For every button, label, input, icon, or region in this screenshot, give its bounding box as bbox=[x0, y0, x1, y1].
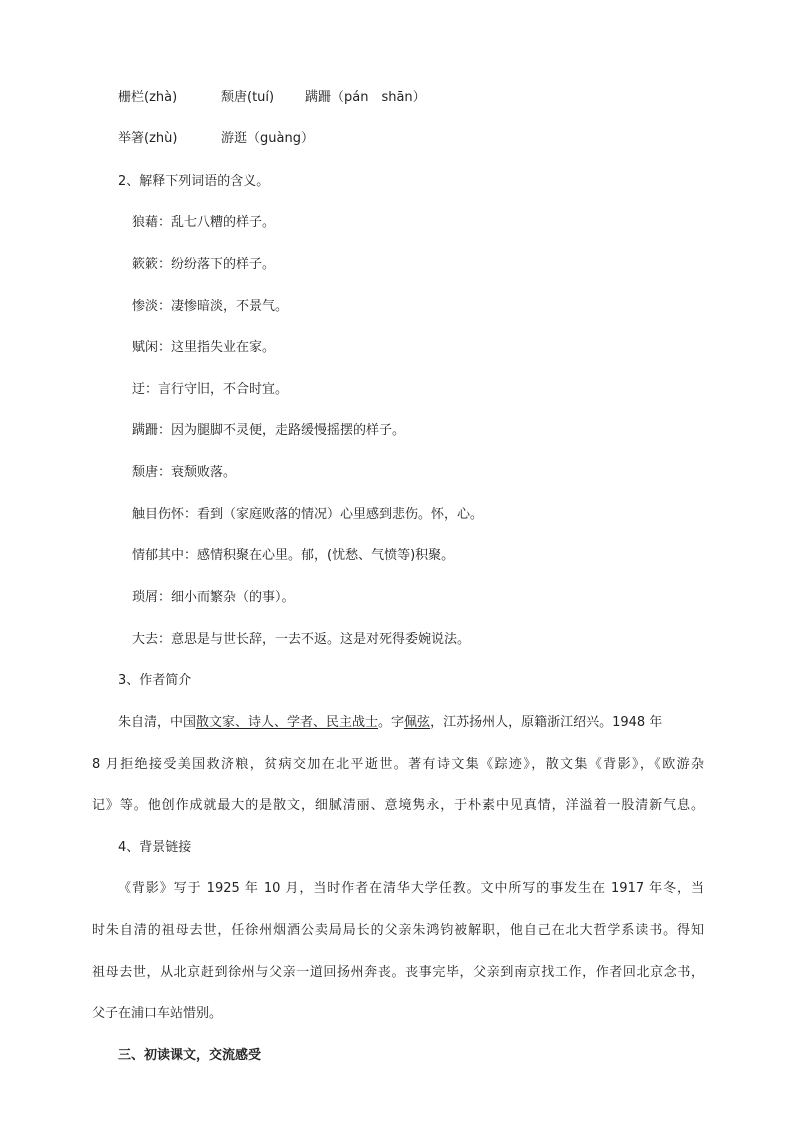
author-paragraph-line bbox=[118, 713, 704, 733]
section-heading-background: 4、背景链接 bbox=[118, 840, 192, 855]
section-heading-author: 3、作者简介 bbox=[118, 673, 192, 688]
definition-item: 簌簌：纷纷落下的样子。 bbox=[132, 257, 276, 272]
background-paragraph-line: 祖母去世，从北京赶到徐州与父亲一道回扬州奔丧。丧事完毕，父亲到南京找工作，作者回北京念书， bbox=[92, 965, 704, 980]
section-heading-first-reading: 三、初读课文，交流感受 bbox=[118, 1048, 262, 1063]
definition-item: 情郁其中：感情积聚在心里。郁，(忧愁、气愤等)积聚。 bbox=[132, 548, 455, 563]
definition-item: 狼藉：乱七八糟的样子。 bbox=[132, 215, 276, 230]
pinyin-term: 蹒跚（pán shān） bbox=[305, 90, 426, 105]
pinyin-term: 栅栏(zhà) bbox=[118, 90, 178, 105]
background-paragraph-line: 《背影》写于 1925 年 10 月，当时作者在清华大学任教。文中所写的事发生在 1917 年冬，当 bbox=[118, 881, 704, 896]
definition-item: 惨淡：凄惨暗淡，不景气。 bbox=[132, 299, 289, 314]
pinyin-term: 颓唐(tuí) bbox=[221, 90, 275, 105]
definition-item: 琐屑：细小而繁杂（的事）。 bbox=[132, 590, 295, 605]
author-titles-underlined: 散文家、诗人、学者、民主战士 bbox=[196, 715, 379, 730]
definition-item: 大去：意思是与世长辞，一去不返。这是对死得委婉说法。 bbox=[132, 632, 471, 647]
definition-item: 赋闲：这里指失业在家。 bbox=[132, 340, 276, 355]
author-text: 。字 bbox=[378, 715, 405, 730]
definition-item: 颓唐：衰颓败落。 bbox=[132, 465, 237, 480]
pinyin-term: 举箸(zhù) bbox=[118, 131, 178, 146]
author-paragraph-line: 记》等。他创作成就最大的是散文，细腻清丽、意境隽永，于朴素中见真情，洋溢着一股清新气息。 bbox=[92, 798, 704, 813]
background-paragraph-line: 父子在浦口车站惜别。 bbox=[92, 1006, 223, 1021]
author-courtesy-name-underlined: 佩弦 bbox=[404, 715, 431, 730]
author-text: 朱自清，中国 bbox=[118, 715, 197, 730]
definition-item: 迂：言行守旧，不合时宜。 bbox=[132, 382, 289, 397]
author-paragraph-line: 8 月拒绝接受美国救济粮，贫病交加在北平逝世。著有诗文集《踪迹》，散文集《背影》，《欧游杂 bbox=[92, 757, 704, 772]
pinyin-row-2 bbox=[118, 129, 314, 149]
definition-item: 触目伤怀：看到（家庭败落的情况）心里感到悲伤。怀，心。 bbox=[132, 507, 484, 522]
author-text: ，江苏扬州人，原籍浙江绍兴。1948 年 bbox=[430, 715, 663, 730]
definition-item: 蹒跚：因为腿脚不灵便，走路缓慢摇摆的样子。 bbox=[132, 423, 406, 438]
pinyin-row-1 bbox=[118, 88, 426, 108]
pinyin-term: 游逛（guàng） bbox=[221, 131, 314, 146]
section-heading-definitions: 2、解释下列词语的含义。 bbox=[118, 174, 270, 189]
background-paragraph-line: 时朱自清的祖母去世，任徐州烟酒公卖局局长的父亲朱鸿钧被解职，他自己在北大哲学系读书。得知 bbox=[92, 923, 704, 938]
